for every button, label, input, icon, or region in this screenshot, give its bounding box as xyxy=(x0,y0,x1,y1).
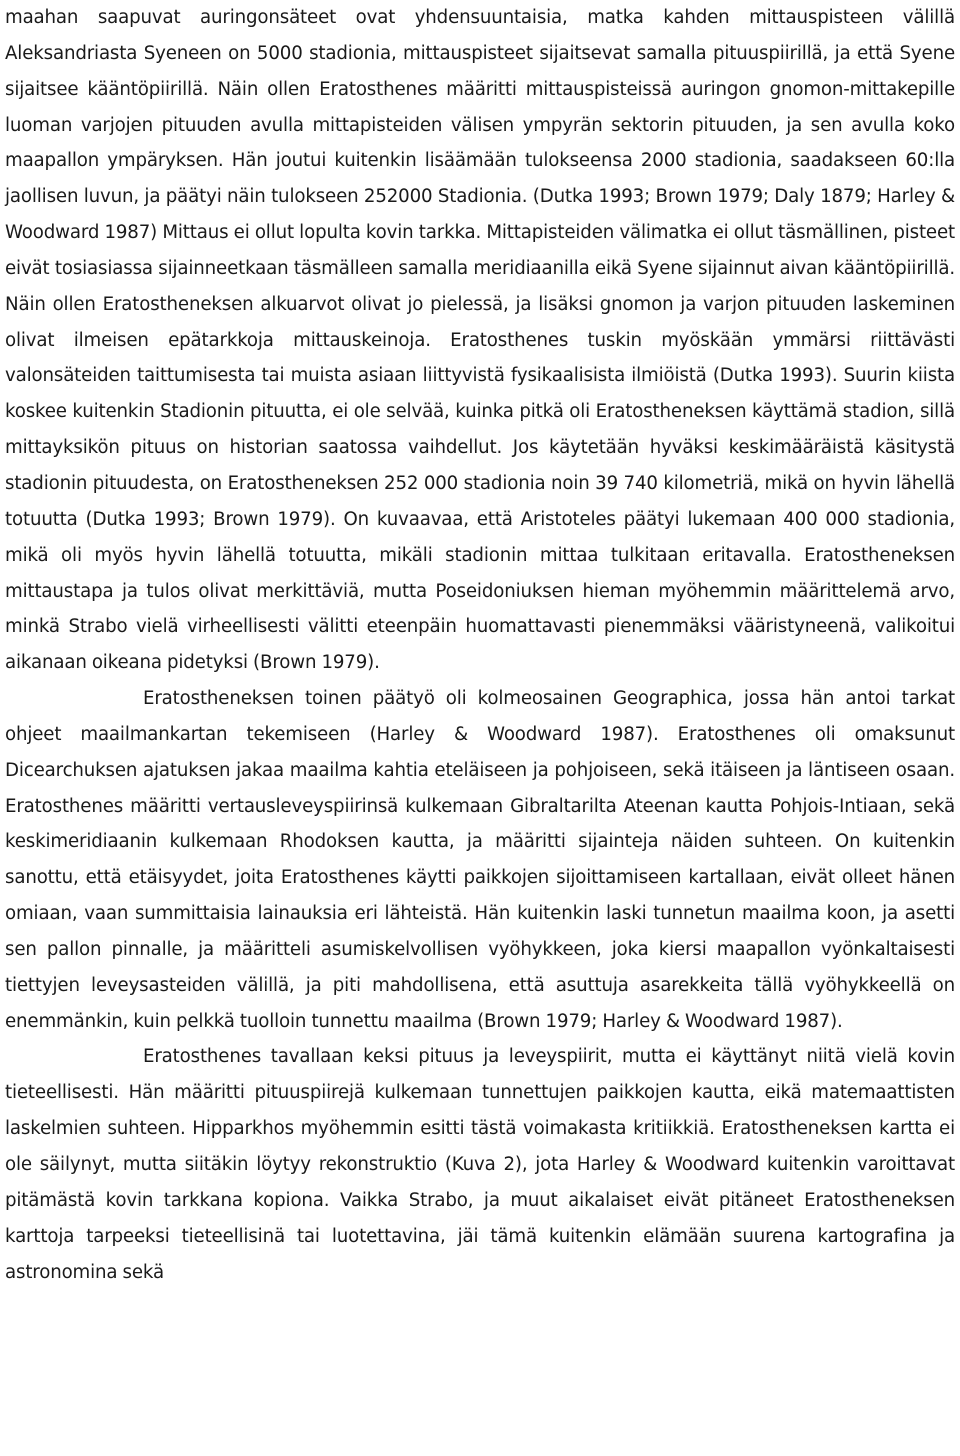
paragraph-3 xyxy=(5,1039,955,1290)
paragraph-1-text-1: maahan saapuvat auringonsäteet ovat yhdensuuntaisia, matka kahden mittauspisteen välillä Aleksandriasta Syeneen on 5000 stadionia, mittauspisteet sijaitsevat samalla pituuspiirillä, ja että Syene sijaitsee kääntöpiirillä. Näin ollen Eratosthenes määritti mittauspisteissä auringon gnomon-mittakepille luoman varjojen pituuden avulla mittapisteiden välisen ympyrän sektorin pituuden, ja sen avulla koko maapallon ympäryksen. Hän joutui kuitenkin lisäämään tulokseensa 2000 stadionia, saadakseen 60:lla jaollisen luvun, ja päätyi näin tulokseen 252000 Stadionia. (Dutka 1993; Brown 1979; Daly 1879; Harley & Woodward 1987) xyxy=(5,7,955,244)
paragraph-3-text: Eratosthenes tavallaan keksi pituus ja leveyspiirit, mutta ei käyttänyt niitä vielä kovin tieteellisesti. Hän määritti pituuspiirejä kulkemaan tunnettujen paikkojen kautta, eikä matemaattisten laskelmien suhteen. Hipparkhos myöhemmin esitti tästä voimakasta kritiikkiä. Eratostheneksen kartta ei ole säilynyt, mutta siitäkin löytyy rekonstruktio (Kuva 2), jota Harley & Woodward kuitenkin varoittavat pitämästä kovin tarkkana kopiona. Vaikka Strabo, ja muut aikalaiset eivät pitäneet Eratostheneksen karttoja tarpeeksi tieteellisinä tai luotettavina, jäi tämä kuitenkin elämään suurena kartografina ja astronomina sekä xyxy=(5,1046,955,1283)
paragraph-2 xyxy=(5,681,955,1039)
document-page xyxy=(5,0,955,1290)
paragraph-2-text: Eratostheneksen toinen päätyö oli kolmeosainen Geographica, jossa hän antoi tarkat ohjeet maailmankartan tekemiseen (Harley & Woodward 1987). Eratosthenes oli omaksunut Dicearchuksen ajatuksen jakaa maailma kahtia eteläiseen ja pohjoiseen, sekä itäiseen ja läntiseen osaan. Eratosthenes määritti vertausleveyspiirinsä kulkemaan Gibraltarilta Ateenan kautta Pohjois-Intiaan, sekä keskimeridiaanin kulkemaan Rhodoksen kautta, ja määritti sijainteja näiden suhteen. On kuitenkin sanottu, että etäisyydet, joita Eratosthenes käytti paikkojen sijoittamiseen kartallaan, eivät olleet hänen omiaan, vaan summittaisia lainauksia eri lähteistä. Hän kuitenkin laski tunnetun maailma koon, ja asetti sen pallon pinnalle, ja määritteli asumiskelvollisen vyöhykkeen, joka kiersi maapallon vyönkaltaisesti tiettyjen leveysasteiden välillä, ja piti mahdollisena, että asuttuja asarekkeita tällä vyöhykkeellä on enemmänkin, kuin pelkkä tuolloin tunnettu maailma (Brown 1979; Harley & Woodward 1987). xyxy=(5,688,955,1032)
paragraph-1-text-2: Mittaus ei ollut lopulta kovin tarkka. Mittapisteiden välimatka ei ollut täsmällinen, pisteet eivät tosiasiassa sijainneetkaan täsmälleen samalla meridiaanilla eikä Syene sijainnut aivan kääntöpiirillä. Näin ollen Eratostheneksen alkuarvot olivat jo pielessä, ja lisäksi gnomon ja varjon pituuden laskeminen olivat ilmeisen epätarkkoja mittauskeinoja. Eratosthenes tuskin myöskään ymmärsi riittävästi valonsäteiden taittumisesta tai muista asiaan liittyvistä fysikaalisista ilmiöistä (Dutka 1993). Suurin kiista koskee kuitenkin Stadionin pituutta, ei ole selvää, kuinka pitkä oli Eratostheneksen käyttämä stadion, sillä mittayksikön pituus on historian saatossa vaihdellut. Jos käytetään hyväksi keskimääräistä käsitystä stadionin pituudesta, on Eratostheneksen 252 000 stadionia noin 39 740 kilometriä, mikä on hyvin lähellä totuutta (Dutka 1993; Brown 1979). On kuvaavaa, että Aristoteles päätyi lukemaan 400 000 stadionia, mikä oli myös hyvin lähellä totuutta, mikäli stadionin mittaa tulkitaan eritavalla. Eratostheneksen mittaustapa ja tulos olivat merkittäviä, mutta Poseidoniuksen hieman myöhemmin määrittelemä arvo, minkä Strabo vielä virheellisesti välitti eteenpäin huomattavasti pienemmäksi vääristyneenä, valikoitui aikanaan oikeana pidetyksi (Brown 1979). xyxy=(5,222,955,674)
paragraph-1 xyxy=(5,0,955,681)
